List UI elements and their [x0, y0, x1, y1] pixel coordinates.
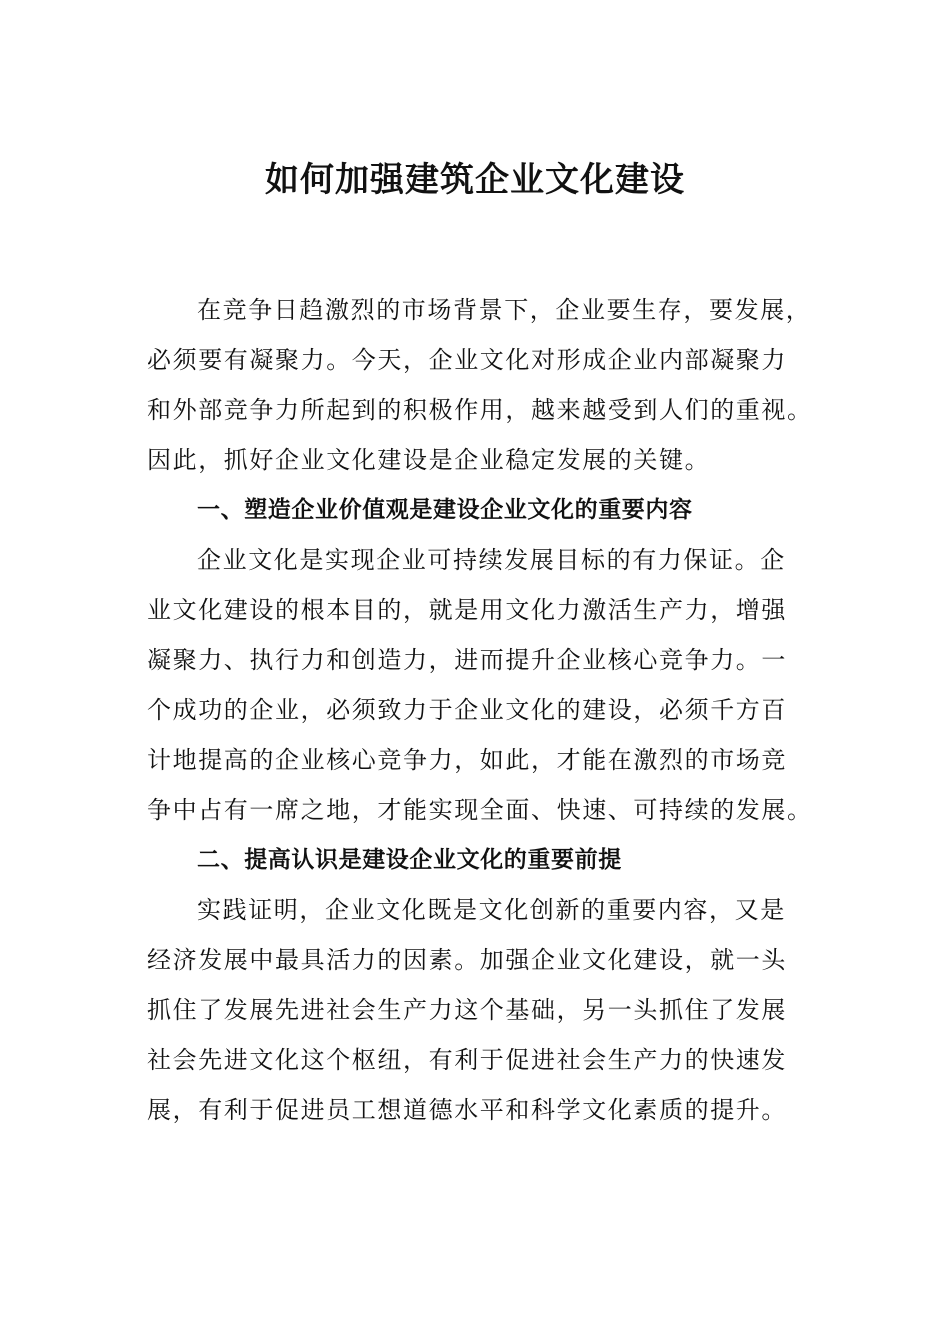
section-heading-2: 二、提高认识是建设企业文化的重要前提 — [197, 847, 622, 873]
paragraph-3-line-4: 社会先进文化这个枢纽，有利于促进社会生产力的快速发 — [147, 1046, 787, 1074]
paragraph-1-line-2: 必须要有凝聚力。今天，企业文化对形成企业内部凝聚力 — [147, 346, 787, 374]
document-body — [147, 285, 813, 1135]
paragraph-3-line-2: 经济发展中最具活力的因素。加强企业文化建设，就一头 — [147, 946, 787, 974]
paragraph-2-line-1: 企业文化是实现企业可持续发展目标的有力保证。企 — [197, 546, 786, 574]
paragraph-3-line-1: 实践证明，企业文化既是文化创新的重要内容，又是 — [197, 896, 786, 924]
section-heading-1: 一、塑造企业价值观是建设企业文化的重要内容 — [197, 497, 693, 523]
paragraph-2-line-4: 个成功的企业，必须致力于企业文化的建设，必须千方百 — [147, 696, 787, 724]
paragraph-2-line-6: 争中占有一席之地，才能实现全面、快速、可持续的发展。 — [147, 796, 813, 824]
paragraph-3-line-5: 展，有利于促进员工想道德水平和科学文化素质的提升。 — [147, 1096, 787, 1124]
paragraph-2-line-5: 计地提高的企业核心竞争力，如此，才能在激烈的市场竞 — [147, 746, 787, 774]
paragraph-1-line-3: 和外部竞争力所起到的积极作用，越来越受到人们的重视。 — [147, 396, 813, 424]
paragraph-2-line-2: 业文化建设的根本目的，就是用文化力激活生产力，增强 — [147, 596, 787, 624]
document-title: 如何加强建筑企业文化建设 — [265, 160, 685, 200]
paragraph-2-line-3: 凝聚力、执行力和创造力，进而提升企业核心竞争力。一 — [147, 646, 787, 674]
paragraph-1-line-4: 因此，抓好企业文化建设是企业稳定发展的关键。 — [147, 446, 711, 474]
paragraph-3-line-3: 抓住了发展先进社会生产力这个基础，另一头抓住了发展 — [147, 996, 787, 1024]
paragraph-1-line-1: 在竞争日趋激烈的市场背景下，企业要生存，要发展， — [197, 296, 812, 324]
